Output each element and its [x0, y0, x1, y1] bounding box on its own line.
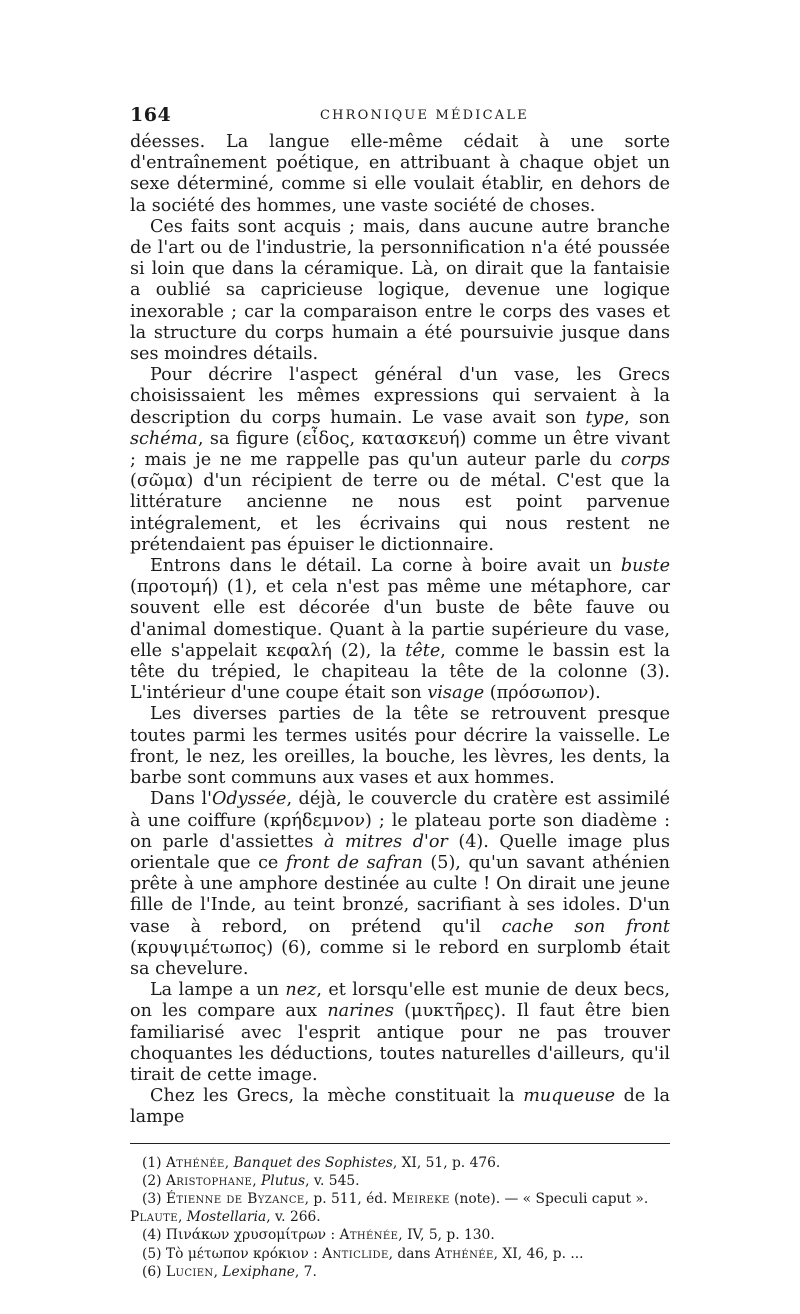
paragraph — [130, 1086, 670, 1128]
text-segment: , XI, 51, p. 476. — [392, 1154, 501, 1171]
text-segment: (προτομή) (1), et cela n'est pas même une métaphore, car souvent elle est décorée d'un buste de bête fauve ou d'animal domestique. Quant à la partie supérieure du vase, elle s'appelait κεφαλή (2), la — [130, 577, 670, 661]
text-segment: (σῶμα) d'un récipient de terre ou de métal. C'est que la littérature ancienne ne nous est point parvenue intégralement, et les écrivains qui nous restent ne prétendaient pas épuiser le dictionnaire. — [130, 471, 670, 555]
italic-text: visage — [427, 683, 485, 704]
italic-text: muqueuse — [523, 1086, 615, 1107]
text-segment: (μυκτῆρες). Il faut être bien familiarisé avec l'esprit antique pour ne pas trouver choquantes les déductions, toutes naturelles d'ailleurs, qu'il tirait de cette image. — [130, 1001, 670, 1085]
text-segment: , et lorsqu'elle est munie de deux becs, on les compare aux — [130, 980, 670, 1022]
author-name: Plaute — [130, 1209, 178, 1226]
italic-text: Lexiphane — [222, 1263, 295, 1280]
text-segment: (3) — [142, 1190, 166, 1207]
footnote — [130, 1190, 670, 1226]
text-segment: Dans l' — [150, 789, 212, 810]
italic-text: Odyssée — [211, 789, 287, 810]
text-segment: , XI, 46, p. ... — [493, 1245, 584, 1262]
italic-text: type — [585, 407, 625, 428]
text-segment: (πρόσωπον). — [484, 683, 601, 704]
paragraph — [130, 217, 670, 365]
text-segment: (6) — [142, 1263, 166, 1280]
text-segment: , sa figure (εἶδος, κατασκευή) comme un être vivant ; mais je ne me rappelle pas qu'un auteur parle du — [130, 428, 670, 471]
author-name: Aristophane — [165, 1172, 253, 1189]
italic-text: narines — [327, 1001, 394, 1022]
paragraph — [130, 789, 670, 980]
text-segment: , v. 266. — [266, 1209, 321, 1226]
running-head — [130, 104, 670, 132]
text-segment: La lampe a un — [150, 980, 286, 1001]
book-page — [130, 104, 670, 1281]
paragraph — [130, 132, 670, 217]
text-segment: Les diverses parties de la tête se retrouvent presque toutes parmi les termes usités pour décrire la vaisselle. Le front, le nez, les oreilles, la bouche, les lèvres, les dents, la barbe sont communs aux vases et aux hommes. — [130, 704, 670, 789]
author-name: Étienne de Byzance — [165, 1190, 305, 1207]
text-segment: , comme le bassin est la tête du trépied, le chapiteau la tête de la colonne (3). L'intérieur d'une coupe était son — [130, 640, 670, 704]
paragraph — [130, 365, 670, 556]
italic-text: schéma — [130, 428, 198, 449]
text-segment: (2) — [142, 1172, 166, 1189]
italic-text: Plutus — [261, 1172, 306, 1189]
italic-text: nez — [285, 980, 317, 1001]
text-segment: de la lampe — [130, 1086, 670, 1128]
text-segment: , — [213, 1263, 223, 1280]
text-segment: (1) — [142, 1154, 166, 1171]
footnotes — [130, 1154, 670, 1281]
text-segment: (κρυψιμέτωπος) (6), comme si le rebord en surplomb était sa chevelure. — [130, 937, 670, 979]
main-text — [130, 132, 670, 1129]
text-segment: , — [252, 1172, 262, 1189]
italic-text: buste — [620, 556, 670, 577]
text-segment: Ces faits sont acquis ; mais, dans aucune autre branche de l'art ou de l'industrie, la personnification n'a été poussée si loin que dans la céramique. Là, on dirait que la fantaisie a oublié sa capricieuse logique, devenue une logique inexorable ; car la comparaison entre le corps des vases et la structure du corps humain a été poursuivie jusque dans ses moindres détails. — [130, 216, 670, 365]
author-name: Athénée — [165, 1154, 225, 1171]
italic-text: front de safran — [285, 852, 423, 873]
author-name: Meireke — [391, 1190, 450, 1207]
paragraph — [130, 980, 670, 1086]
text-segment: , — [177, 1209, 187, 1226]
text-segment: Chez les Grecs, la mèche constituait la — [150, 1086, 524, 1107]
italic-text: cache son front — [501, 916, 670, 937]
text-segment: , p. 511, éd. — [304, 1190, 392, 1207]
text-segment: déesses. La langue elle-même cédait à une sorte d'entraînement poétique, en attribuant à chaque objet un sexe déterminé, comme si elle voulait établir, en dehors de la société des hommes, une vaste société de choses. — [130, 132, 670, 216]
footnote — [130, 1263, 670, 1281]
footnote — [130, 1226, 670, 1244]
text-segment: (4) Πινάκων χρυσομίτρων : — [142, 1227, 340, 1244]
italic-text: Banquet des Sophistes — [233, 1154, 393, 1171]
paragraph — [130, 556, 670, 704]
italic-text: à mitres d'or — [323, 831, 448, 852]
footnote — [130, 1154, 670, 1172]
paragraph — [130, 704, 670, 789]
author-name: Lucien — [165, 1263, 214, 1280]
text-segment: , son — [624, 407, 670, 428]
author-name: Athénée — [339, 1227, 399, 1244]
page-number: 164 — [130, 104, 172, 126]
text-segment: , dans — [388, 1245, 435, 1262]
text-segment: (4). Quelle image plus orientale que ce — [130, 831, 670, 873]
footnote — [130, 1245, 670, 1263]
author-name: Anticlide — [322, 1245, 389, 1262]
text-segment: , v. 545. — [305, 1172, 360, 1189]
journal-title: CHRONIQUE MÉDICALE — [320, 108, 529, 123]
italic-text: Mostellaria — [186, 1209, 267, 1226]
text-segment: , — [224, 1154, 234, 1171]
text-segment: Pour décrire l'aspect général d'un vase, les Grecs choisissaient les mêmes expressions qui servaient à la description du corps humain. Le vase avait son — [130, 365, 670, 428]
footnote-rule — [130, 1143, 670, 1144]
text-segment: , déjà, le couvercle du cratère est assimilé à une coiffure (κρήδεμνον) ; le plateau porte son diadème : on parle d'assiettes — [130, 789, 670, 852]
text-segment: , 7. — [294, 1263, 317, 1280]
italic-text: tête — [405, 640, 441, 661]
footnote — [130, 1172, 670, 1190]
text-segment: (5), qu'un savant athénien prête à une amphore destinée au culte ! On dirait une jeune fille de l'Inde, au teint bronzé, sacrifiant à ses idoles. D'un vase à rebord, on prétend qu'il — [130, 852, 670, 937]
text-segment: Entrons dans le détail. La corne à boire avait un — [150, 556, 621, 577]
text-segment: (5) Τὸ μέτωπον κρόκιον : — [142, 1245, 323, 1262]
author-name: Athénée — [434, 1245, 494, 1262]
text-segment: , IV, 5, p. 130. — [398, 1227, 495, 1244]
italic-text: corps — [620, 450, 670, 471]
text-segment: (note). — « Speculi caput ». — [449, 1190, 649, 1207]
